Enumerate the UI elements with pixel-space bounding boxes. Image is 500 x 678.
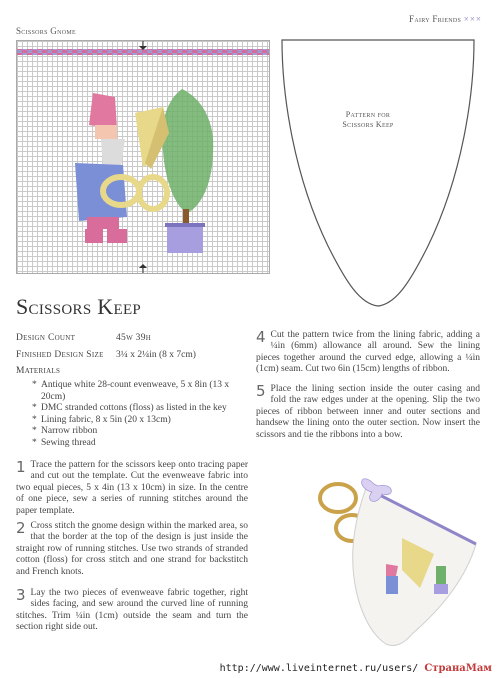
- finished-size-label: Finished Design Size: [16, 350, 104, 360]
- design-count-value: 45w 39h: [116, 333, 152, 343]
- watermark: [220, 663, 492, 674]
- step-4: 4 Cut the pattern twice from the lining fabric, adding a ¼in (6mm) allowance all around. Sew the lining pieces together around the curved edge, allowing a ¼in (1cm) seam. Cut two 6in (15cm) lengths of ribbon.: [256, 328, 480, 375]
- chart-title: Scissors Gnome: [16, 26, 76, 36]
- pattern-label: Pattern for Scissors Keep: [342, 110, 394, 129]
- step-5: 5 Place the lining section inside the outer casing and fold the raw edges under at the opening. Slip the two pieces of ribbon between inner and outer sections and handsew the lining onto the outer section. Now insert the scissors and tie the ribbons into a bow.: [256, 382, 480, 440]
- list-item: * Narrow ribbon: [32, 426, 242, 438]
- section-name: Fairy Friends: [409, 14, 462, 24]
- step-1: 1 Trace the pattern for the scissors keep onto tracing paper and cut out the template. Cut the evenweave fabric into two equal pieces, 5 x 4in (13 x 10cm) in size. In the centre of one piece, sew a series of running stitches around the paper template.: [16, 458, 248, 516]
- step-number: 5: [256, 382, 266, 400]
- finished-size-value: 3¼ x 2¼in (8 x 7cm): [116, 350, 196, 360]
- materials-label: Materials: [16, 366, 61, 376]
- list-item: * Lining fabric, 8 x 5in (20 x 13cm): [32, 415, 242, 427]
- step-number: 4: [256, 328, 266, 346]
- watermark-url: http://www.liveinternet.ru/users/: [219, 663, 419, 674]
- scissors-keep-pattern: [278, 36, 478, 316]
- watermark-brand: СтранаМам: [424, 663, 492, 674]
- step-number: 1: [16, 458, 26, 476]
- step-number: 3: [16, 586, 26, 604]
- list-item: * Antique white 28-count evenweave, 5 x 8in (13 x 20cm): [32, 380, 242, 403]
- step-2: 2 Cross stitch the gnome design within the marked area, so that the border at the top of the design is just inside the straight row of running stitches. Use two strands of stranded cotton (floss) for cross stitch and one strand for backstitch and French knots.: [16, 519, 248, 577]
- article-title: Scissors Keep: [16, 294, 142, 319]
- list-item: * Sewing thread: [32, 438, 242, 450]
- step-3: 3 Lay the two pieces of evenweave fabric together, right sides facing, and sew around the curved line of running stitches. Trim ¼in (1cm) outside the seam and turn the section right side out.: [16, 586, 248, 633]
- step-number: 2: [16, 519, 26, 537]
- header-ornament: ×××: [463, 14, 482, 24]
- cross-stitch-chart: [16, 40, 270, 274]
- chart-illustration: [17, 41, 269, 273]
- materials-list: [32, 380, 242, 449]
- design-count-label: Design Count: [16, 333, 76, 343]
- finished-keep-photo: [316, 458, 492, 654]
- running-header: [409, 14, 482, 24]
- list-item: * DMC stranded cottons (floss) as listed in the key: [32, 403, 242, 415]
